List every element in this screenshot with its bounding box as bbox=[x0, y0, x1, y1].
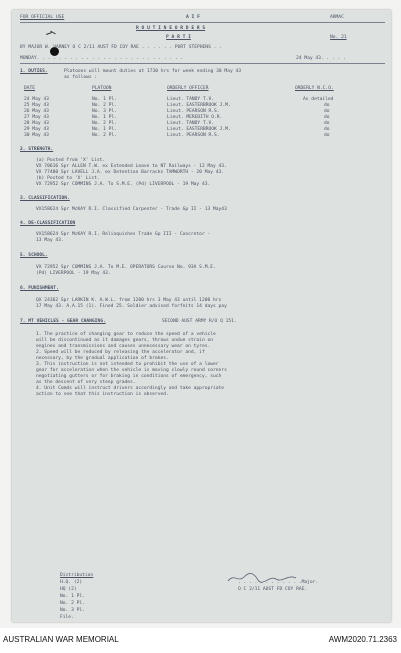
distribution-item: No. 3 Pl. bbox=[60, 608, 85, 613]
duty-officer: Lieut. EASTERBROOK J.M. bbox=[167, 127, 231, 132]
duty-date: 26 May 43 bbox=[24, 109, 49, 114]
duty-platoon: No. 2 Pl. bbox=[92, 103, 117, 108]
column-header-officer: ORDERLY OFFICER bbox=[167, 86, 209, 91]
mt-vehicles-text: 1. The practice of changing gear to reduce the speed of a vehicle bbox=[36, 332, 216, 337]
punishment-entry: 17 May 43. A.A.15 (1). Fined 25. Soldier advised forfeits 14 days pay bbox=[36, 304, 227, 309]
duty-date: 25 May 43 bbox=[24, 103, 49, 108]
mt-vehicles-text: 2. Speed will be reduced by releasing the accelerator and, if bbox=[36, 350, 205, 355]
duty-officer: Lieut. TANDY T.V. bbox=[167, 121, 215, 126]
mt-vehicles-text: action to see that this instruction is observed. bbox=[36, 392, 169, 397]
strength-entry: VX 70616 Spr ALLEN T.W. ex Extended Leave to NT Railways - 12 May 43. bbox=[36, 164, 227, 169]
duty-date: 27 May 43 bbox=[24, 115, 49, 120]
strength-entry: VX 77400 Spr LAVELL J.A. ex Detention Barracks TAMWORTH - 20 May 43. bbox=[36, 170, 225, 175]
column-header-platoon: PLATOON bbox=[92, 86, 112, 91]
school-entry: VX 72952 Spr COMMINS J.A. To M.E. OPERATORS Course No. 93A S.M.E. bbox=[36, 265, 216, 270]
section-heading-duties: 1. DUTIES. bbox=[20, 69, 48, 74]
duty-platoon: No. 2 Pl. bbox=[92, 133, 117, 138]
section-heading-mt-vehicles: 7. MT VEHICLES - GEAR CHANGING. bbox=[20, 319, 106, 324]
distribution-item: No. 1 Pl. bbox=[60, 594, 85, 599]
classification-left: FOR OFFICIAL USE bbox=[20, 15, 65, 20]
duty-date: 29 May 43 bbox=[24, 127, 49, 132]
order-date: 24 May 43. . . . . bbox=[296, 56, 346, 61]
mt-vehicles-text: as the descent of very steep grades. bbox=[36, 380, 136, 385]
pencil-tick-mark bbox=[46, 30, 56, 36]
document-title: R O U T I N E O R D E R S bbox=[136, 26, 206, 31]
duty-platoon: No. 1 Pl. bbox=[92, 97, 117, 102]
section-heading-classification: 3. CLASSIFICATION. bbox=[20, 196, 70, 201]
classification-right: ARMAC bbox=[330, 15, 344, 20]
mt-vehicles-text: engines and transmissions and causes unnecessary wear on tyres. bbox=[36, 344, 211, 349]
distribution-item: HQ (2) bbox=[60, 587, 77, 592]
duty-officer: Lieut. TANDY T.V. bbox=[167, 97, 215, 102]
duties-text: Platoons will mount duties at 1730 hrs for week ending 30 May 43 bbox=[64, 69, 242, 74]
mt-vehicles-text: necessary, by the gradual application of brakes. bbox=[36, 356, 169, 361]
order-number: No. 21 bbox=[330, 35, 347, 40]
aif-label: A I F bbox=[186, 15, 200, 20]
header-rule-2 bbox=[20, 63, 385, 64]
header-rule-1 bbox=[20, 22, 385, 23]
duty-officer: Lieut. MEREDITH O.R. bbox=[167, 115, 223, 120]
archive-name: AUSTRALIAN WAR MEMORIAL bbox=[3, 635, 119, 644]
day-label: MONDAY. . . . . . . . . . . . . . . . . . . . . . . . . . . bbox=[20, 56, 184, 61]
section-heading-school: 5. SCHOOL. bbox=[20, 253, 48, 258]
duty-nco: do bbox=[324, 121, 330, 126]
declassification-entry: VX158624 Spr McKAY R.I. Relinquishes Trade Gp III - Concretor - bbox=[36, 232, 211, 237]
duty-nco: do bbox=[324, 127, 330, 132]
strength-entry: VX 72952 Spr COMMINS J.A. To S.M.E. (Pd) LIVERPOOL - 19 May 43. bbox=[36, 182, 211, 187]
distribution-item: No. 2 Pl. bbox=[60, 601, 85, 606]
mt-vehicles-reference: SECOND AUST ARMY R/O Q 151. bbox=[162, 319, 237, 324]
section-heading-strength: 2. STRENGTH. bbox=[20, 147, 54, 152]
part-label: P A R T I bbox=[166, 35, 191, 40]
duty-platoon: No. 2 Pl. bbox=[92, 121, 117, 126]
signature-unit: O C 2/11 AUST FD COY RAE. bbox=[238, 587, 308, 592]
duty-officer: Lieut. EASTERBROOK J.M. bbox=[167, 103, 231, 108]
distribution-heading: Distribution bbox=[60, 573, 94, 578]
duty-date: 24 May 43 bbox=[24, 97, 49, 102]
distribution-item: File. bbox=[60, 615, 74, 620]
duty-nco: do bbox=[324, 115, 330, 120]
signature-rank: . . . . . . . . . . . .Major. bbox=[238, 580, 319, 585]
mt-vehicles-text: gear for acceleration when the vehicle is moving slowly round corners bbox=[36, 368, 227, 373]
strength-subheading: (a) Posted from 'X' List. bbox=[36, 158, 106, 163]
column-header-date: DATE bbox=[24, 86, 36, 91]
archive-footer bbox=[0, 628, 401, 653]
declassification-entry: 13 May 43. bbox=[36, 238, 64, 243]
mt-vehicles-text: negotiating gutters or for braking in conditions of emergency, such bbox=[36, 374, 222, 379]
duty-nco: do bbox=[324, 133, 330, 138]
duty-platoon: No. 1 Pl. bbox=[92, 115, 117, 120]
section-heading-punishment: 6. PUNISHMENT. bbox=[20, 286, 59, 291]
column-header-nco: ORDERLY N.C.O. bbox=[295, 86, 334, 91]
duty-date: 30 May 43 bbox=[24, 133, 49, 138]
duty-nco: do bbox=[324, 109, 330, 114]
distribution-item: H.Q. (2) bbox=[60, 580, 83, 585]
school-entry: (Pd) LIVERPOOL - 19 May 43. bbox=[36, 271, 111, 276]
order-sheet bbox=[12, 10, 391, 622]
duty-officer: Lieut. PEARSON R.S. bbox=[167, 109, 220, 114]
duty-nco: do bbox=[324, 103, 330, 108]
duty-officer: Lieut. PEARSON R.S. bbox=[167, 133, 220, 138]
mt-vehicles-text: 3. This instruction is not intended to prohibit the use of a lower bbox=[36, 362, 219, 367]
mt-vehicles-text: will be discontinued as it damages gears, throws undue strain on bbox=[36, 338, 214, 343]
classification-entry: VX158624 Spr McKAY R.I. Classified Carpenter - Trade Gp II - 13 May43 bbox=[36, 207, 227, 212]
issued-by: BY MAJOR W. VARNEY O C 2/11 AUST FD COY RAE . . . . . . PORT STEPHENS . . bbox=[20, 45, 222, 50]
strength-subheading: (b) Posted to 'X' List. bbox=[36, 176, 100, 181]
mt-vehicles-text: 4. Unit Comds will instruct drivers accordingly and take appropriate bbox=[36, 386, 225, 391]
duties-text: as follows : bbox=[64, 75, 98, 80]
duty-platoon: No. 3 Pl. bbox=[92, 109, 117, 114]
punishment-entry: QX 24362 Spr LARKIN K. A.W.L. from 1200 hrs 3 May 43 until 1200 hrs bbox=[36, 298, 222, 303]
duty-nco: As detailed bbox=[303, 97, 334, 102]
section-heading-declassification: 4. DE-CLASSIFICATION bbox=[20, 221, 76, 226]
duty-date: 28 May 43 bbox=[24, 121, 49, 126]
duty-platoon: No. 1 Pl. bbox=[92, 127, 117, 132]
archive-accession-number: AWM2020.71.2363 bbox=[328, 635, 397, 644]
